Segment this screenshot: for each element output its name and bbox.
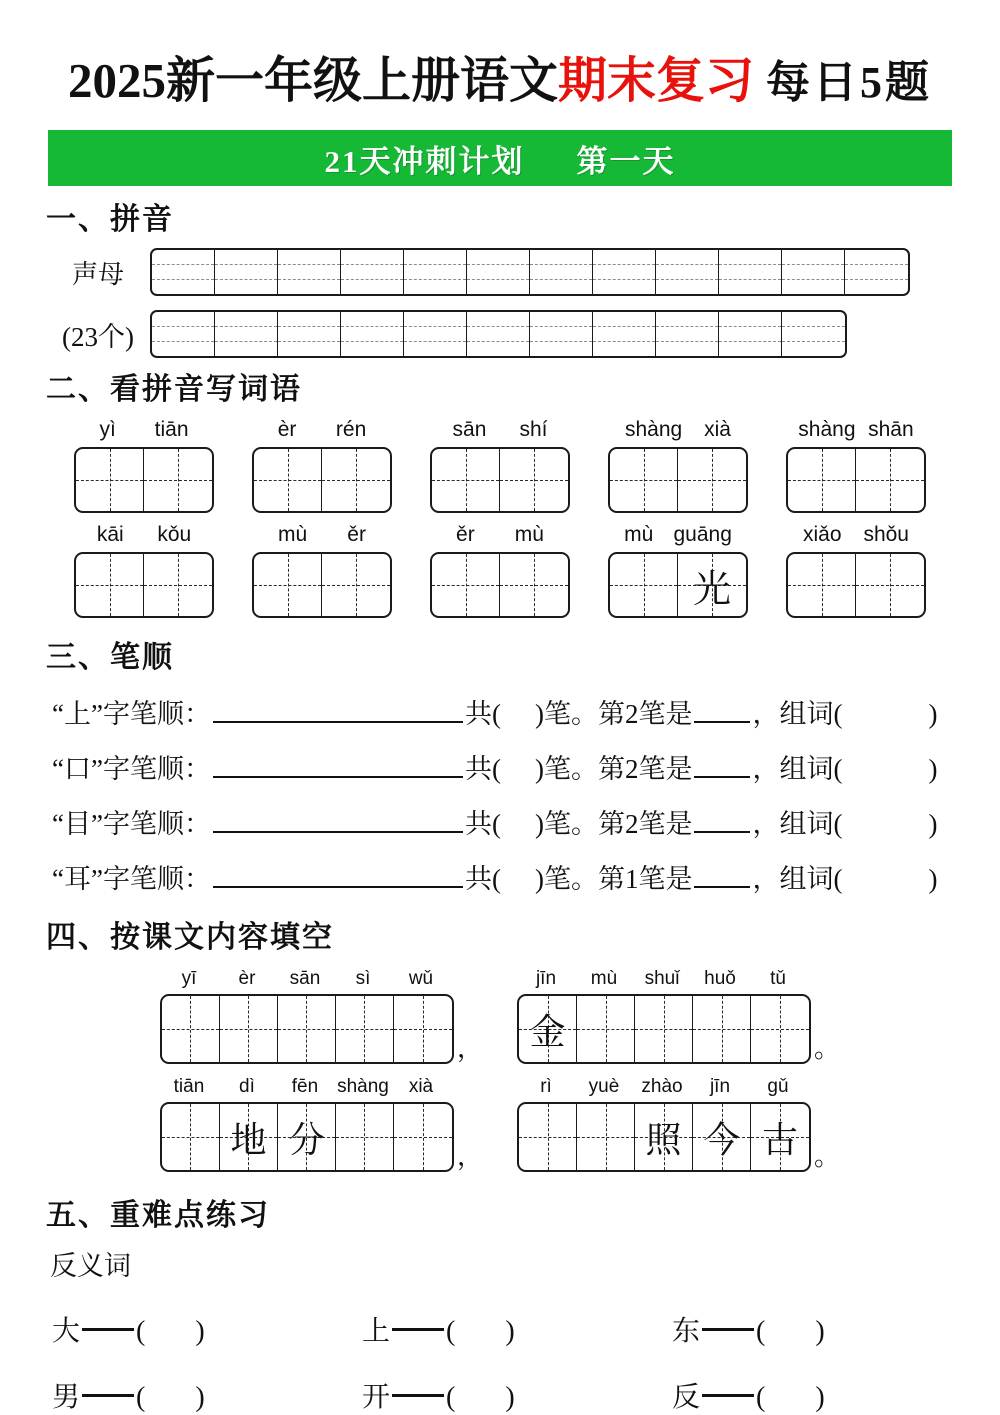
tianzige-cell[interactable] <box>751 996 809 1062</box>
pinyin-syllable: yī <box>181 968 197 989</box>
written-character: 光 <box>693 568 732 611</box>
pinyin-syllable: xiǎo <box>802 523 842 546</box>
tianzige-cell[interactable] <box>788 449 856 511</box>
pinyin-syllable: huǒ <box>704 968 736 989</box>
pinyin-syllable: tiān <box>173 1076 205 1097</box>
antonym-dash <box>82 1328 134 1331</box>
tianzige-cell[interactable] <box>144 554 212 616</box>
tianzige-cell[interactable] <box>788 554 856 616</box>
antonym-rows <box>0 1309 1000 1415</box>
written-character: 分 <box>288 1119 325 1160</box>
tianzige-cell[interactable] <box>577 996 635 1062</box>
tianzige-cell[interactable] <box>432 449 500 511</box>
total-strokes-label: 共( <box>464 754 501 784</box>
antonym-item <box>672 1309 982 1349</box>
sentence-row <box>0 1076 1000 1172</box>
nth-stroke-number: 2 <box>624 809 639 839</box>
pinyin-cell[interactable] <box>215 312 278 356</box>
total-strokes-label: 共( <box>464 864 501 894</box>
antonym-row <box>52 1309 1000 1349</box>
pinyin-syllable: shàng <box>337 1076 389 1097</box>
pinyin-syllable: ěr <box>456 523 475 546</box>
nth-stroke-blank[interactable] <box>694 817 750 833</box>
antonym-prompt-char: 东 <box>672 1316 701 1347</box>
stroke-label: 字笔顺： <box>102 864 211 894</box>
tianzige-cell[interactable] <box>678 554 746 616</box>
pinyin-cell[interactable] <box>593 312 656 356</box>
tianzige-cell[interactable] <box>635 1104 693 1170</box>
pinyin-syllable: guāng <box>673 523 732 546</box>
sentence-block <box>160 1076 483 1172</box>
nth-stroke-label: 笔是 <box>638 699 693 729</box>
tianzige-cell[interactable] <box>635 996 693 1062</box>
pinyin-syllable: jīn <box>709 1076 731 1097</box>
stroke-order-blank[interactable] <box>213 813 463 833</box>
tianzige-cell[interactable] <box>278 1104 336 1170</box>
pinyin-syllable: rén <box>335 418 367 441</box>
stroke-order-line <box>52 692 1000 731</box>
section5-heading: 五、重难点练习 <box>46 1199 270 1232</box>
pinyin-syllable: yì <box>99 418 116 441</box>
nth-stroke-number: 2 <box>624 754 639 784</box>
word-pinyin <box>608 418 748 442</box>
stroke-order-line <box>52 802 1000 841</box>
word-item <box>608 418 748 513</box>
section-key-practice <box>0 1190 1000 1415</box>
pinyin-cell[interactable] <box>467 312 530 356</box>
tianzige-cell[interactable] <box>751 1104 809 1170</box>
section-fill-from-text <box>0 912 1000 1172</box>
tianzige-cell[interactable] <box>336 996 394 1062</box>
written-character: 照 <box>645 1119 682 1160</box>
nth-stroke-prefix: )笔。第 <box>534 699 625 729</box>
tianzige-cell[interactable] <box>144 449 212 511</box>
tianzige-grid[interactable] <box>608 447 748 513</box>
punctuation-mark: 。 <box>814 1034 841 1063</box>
antonym-dash <box>392 1394 444 1397</box>
section-stroke-order <box>0 632 1000 896</box>
word-form-close: ) <box>928 754 938 784</box>
tianzige-cell[interactable] <box>278 996 336 1062</box>
tianzige-grid[interactable] <box>517 994 811 1064</box>
pinyin-cell[interactable] <box>530 250 593 294</box>
page-title <box>0 0 1000 112</box>
punctuation-mark: 。 <box>814 1142 841 1171</box>
tianzige-cell[interactable] <box>693 1104 751 1170</box>
stroke-order-blank[interactable] <box>213 868 463 888</box>
tianzige-cell[interactable] <box>577 1104 635 1170</box>
word-pinyin <box>786 418 926 442</box>
tianzige-grid[interactable] <box>786 552 926 618</box>
pinyin-row-2 <box>46 310 1000 358</box>
nth-stroke-number: 2 <box>624 699 639 729</box>
nth-stroke-blank[interactable] <box>694 872 750 888</box>
punctuation-mark: ， <box>456 1034 483 1063</box>
section4-heading: 四、按课文内容填空 <box>46 921 334 954</box>
section2-heading: 二、看拼音写词语 <box>46 373 302 406</box>
tianzige-cell[interactable] <box>500 554 568 616</box>
stroke-char: “上” <box>52 699 103 729</box>
nth-stroke-label: 笔是 <box>638 754 693 784</box>
plan-banner <box>48 130 952 186</box>
word-form-close: ) <box>928 809 938 839</box>
tianzige-cell[interactable] <box>76 554 144 616</box>
total-strokes-label: 共( <box>464 809 501 839</box>
sentence-pinyin <box>517 1076 840 1098</box>
antonym-close-paren: ) <box>815 1382 825 1413</box>
pinyin-syllable: shí <box>519 418 548 441</box>
pinyin-syllable: ěr <box>347 523 366 546</box>
tianzige-cell[interactable] <box>162 1104 220 1170</box>
tianzige-cell[interactable] <box>76 449 144 511</box>
sentence-grid-wrap <box>517 994 840 1064</box>
antonym-open-paren: ( <box>756 1382 766 1413</box>
word-form-label: ，组词( <box>752 864 843 894</box>
tianzige-cell[interactable] <box>394 996 452 1062</box>
pinyin-syllable: rì <box>540 1076 552 1097</box>
pinyin-syllable: shān <box>868 418 914 441</box>
word-item <box>608 523 748 618</box>
stroke-char: “口” <box>52 754 103 784</box>
pinyin-syllable: sān <box>452 418 487 441</box>
stroke-char: “耳” <box>52 864 103 894</box>
pinyin-row-1 <box>46 248 1000 296</box>
pinyin-cell[interactable] <box>152 312 215 356</box>
pinyin-syllable: mù <box>624 523 654 546</box>
word-item <box>74 523 214 618</box>
tianzige-cell[interactable] <box>432 554 500 616</box>
word-pinyin <box>252 523 392 547</box>
word-form-label: ，组词( <box>752 699 843 729</box>
tianzige-grid[interactable] <box>74 552 214 618</box>
antonym-item <box>362 1375 672 1415</box>
nth-stroke-label: 笔是 <box>638 864 693 894</box>
tianzige-grid[interactable] <box>252 552 392 618</box>
stroke-label: 字笔顺： <box>102 754 211 784</box>
total-strokes-label: 共( <box>464 699 501 729</box>
pinyin-cell[interactable] <box>341 312 404 356</box>
stroke-order-lines <box>0 692 1000 896</box>
tianzige-cell[interactable] <box>519 1104 577 1170</box>
antonym-prompt-char: 男 <box>52 1382 81 1413</box>
antonym-item <box>672 1375 982 1415</box>
pinyin-syllable: xià <box>408 1076 434 1097</box>
pinyin-syllable: mù <box>590 968 618 989</box>
punctuation-mark: ， <box>456 1142 483 1171</box>
pinyin-syllable: kāi <box>96 523 124 546</box>
pinyin-syllable: shuǐ <box>644 968 680 989</box>
tianzige-cell[interactable] <box>610 554 678 616</box>
pinyin-cell[interactable] <box>782 312 845 356</box>
pinyin-cell[interactable] <box>845 250 908 294</box>
pinyin-syllable: sān <box>289 968 321 989</box>
pinyin-cell[interactable] <box>215 250 278 294</box>
sentence-pinyin <box>160 968 483 990</box>
write-words-rows <box>0 418 1000 618</box>
antonym-open-paren: ( <box>446 1382 456 1413</box>
written-character: 古 <box>761 1119 798 1160</box>
tianzige-cell[interactable] <box>519 996 577 1062</box>
tianzige-grid[interactable] <box>786 447 926 513</box>
nth-stroke-label: 笔是 <box>638 809 693 839</box>
pinyin-syllable: shàng <box>798 418 856 441</box>
tianzige-cell[interactable] <box>220 1104 278 1170</box>
sentence-block <box>160 968 483 1064</box>
pinyin-four-line-grid-1[interactable] <box>150 248 910 296</box>
pinyin-syllable: jīn <box>535 968 557 989</box>
pinyin-syllable: zhào <box>641 1076 683 1097</box>
fill-text-rows <box>0 968 1000 1172</box>
tianzige-grid[interactable] <box>430 552 570 618</box>
pinyin-cell[interactable] <box>404 312 467 356</box>
title-text-red: 期末复习 <box>558 53 755 108</box>
pinyin-syllable: tiān <box>154 418 189 441</box>
tianzige-grid[interactable] <box>160 994 454 1064</box>
tianzige-grid[interactable] <box>252 447 392 513</box>
pinyin-syllable: xià <box>704 418 731 441</box>
pinyin-cell[interactable] <box>152 250 215 294</box>
tianzige-cell[interactable] <box>220 996 278 1062</box>
pinyin-cell[interactable] <box>719 312 782 356</box>
section3-heading: 三、笔顺 <box>46 641 174 674</box>
tianzige-cell[interactable] <box>856 554 924 616</box>
banner-day-label: 第一天 <box>576 143 676 179</box>
title-text-black-right: 每日5题 <box>766 58 933 107</box>
section1-heading: 一、拼音 <box>46 203 174 236</box>
word-form-close: ) <box>928 864 938 894</box>
stroke-label: 字笔顺： <box>102 809 211 839</box>
pinyin-syllable: mù <box>514 523 544 546</box>
nth-stroke-blank[interactable] <box>694 762 750 778</box>
stroke-order-blank[interactable] <box>213 758 463 778</box>
pinyin-syllable: mù <box>278 523 308 546</box>
written-character: 今 <box>703 1119 740 1160</box>
tianzige-cell[interactable] <box>254 554 322 616</box>
tianzige-grid[interactable] <box>430 447 570 513</box>
pinyin-syllable: dì <box>239 1076 255 1097</box>
word-item <box>252 418 392 513</box>
pinyin-syllable: sì <box>355 968 371 989</box>
tianzige-cell[interactable] <box>322 554 390 616</box>
word-item <box>430 418 570 513</box>
tianzige-cell[interactable] <box>610 449 678 511</box>
pinyin-syllable: èr <box>277 418 297 441</box>
pinyin-syllable: èr <box>238 968 256 989</box>
word-form-label: ，组词( <box>752 809 843 839</box>
tianzige-cell[interactable] <box>500 449 568 511</box>
word-item <box>252 523 392 618</box>
stroke-order-line <box>52 857 1000 896</box>
nth-stroke-number: 1 <box>624 864 639 894</box>
nth-stroke-blank[interactable] <box>694 707 750 723</box>
antonym-prompt-char: 开 <box>362 1382 391 1413</box>
pinyin-cell[interactable] <box>467 250 530 294</box>
antonym-open-paren: ( <box>136 1316 146 1347</box>
word-pinyin <box>74 523 214 547</box>
word-item <box>786 418 926 513</box>
pinyin-syllable: yuè <box>588 1076 620 1097</box>
word-pinyin <box>430 523 570 547</box>
sentence-pinyin <box>517 968 840 990</box>
sentence-row <box>0 968 1000 1064</box>
word-item <box>786 523 926 618</box>
tianzige-grid[interactable] <box>74 447 214 513</box>
word-pinyin <box>74 418 214 442</box>
antonym-prompt-char: 反 <box>672 1382 701 1413</box>
written-character: 金 <box>529 1011 566 1052</box>
word-pinyin <box>608 523 748 547</box>
sentence-block <box>517 968 840 1064</box>
nth-stroke-prefix: )笔。第 <box>534 864 625 894</box>
pinyin-syllable: gǔ <box>767 1076 789 1097</box>
antonym-dash <box>702 1394 754 1397</box>
word-row <box>0 523 1000 618</box>
word-pinyin <box>786 523 926 547</box>
pinyin-syllable: wǔ <box>408 968 434 989</box>
pinyin-cell[interactable] <box>404 250 467 294</box>
word-item <box>74 418 214 513</box>
pinyin-syllable: fēn <box>291 1076 319 1097</box>
title-text-black-left: 2025新一年级上册语文 <box>67 53 558 108</box>
antonym-close-paren: ) <box>505 1382 515 1413</box>
tianzige-grid[interactable] <box>517 1102 811 1172</box>
section-pinyin <box>0 194 1000 358</box>
sentence-grid-wrap <box>160 994 483 1064</box>
antonym-close-paren: ) <box>195 1382 205 1413</box>
word-pinyin <box>430 418 570 442</box>
stroke-order-blank[interactable] <box>213 703 463 723</box>
pinyin-cell[interactable] <box>278 250 341 294</box>
antonym-open-paren: ( <box>136 1382 146 1413</box>
pinyin-label-count: (23个) <box>62 321 134 352</box>
tianzige-cell[interactable] <box>162 996 220 1062</box>
tianzige-grid[interactable] <box>160 1102 454 1172</box>
antonym-dash <box>702 1328 754 1331</box>
section-write-words <box>0 364 1000 618</box>
pinyin-cell[interactable] <box>719 250 782 294</box>
pinyin-cell[interactable] <box>782 250 845 294</box>
pinyin-syllable: kǒu <box>157 523 192 546</box>
tianzige-cell[interactable] <box>336 1104 394 1170</box>
tianzige-cell[interactable] <box>394 1104 452 1170</box>
stroke-char: “目” <box>52 809 103 839</box>
pinyin-four-line-grid-2[interactable] <box>150 310 847 358</box>
antonym-close-paren: ) <box>195 1316 205 1347</box>
pinyin-label-shengmu: 声母 <box>71 259 124 289</box>
antonym-close-paren: ) <box>505 1316 515 1347</box>
pinyin-syllable: shǒu <box>863 523 909 546</box>
word-pinyin <box>252 418 392 442</box>
pinyin-cell[interactable] <box>593 250 656 294</box>
word-row <box>0 418 1000 513</box>
antonym-subheading: 反义词 <box>50 1251 131 1281</box>
antonym-prompt-char: 上 <box>362 1316 391 1347</box>
word-form-label: ，组词( <box>752 754 843 784</box>
antonym-dash <box>392 1328 444 1331</box>
pinyin-cell[interactable] <box>656 250 719 294</box>
antonym-dash <box>82 1394 134 1397</box>
nth-stroke-prefix: )笔。第 <box>534 754 625 784</box>
antonym-row <box>52 1375 1000 1415</box>
antonym-close-paren: ) <box>815 1316 825 1347</box>
antonym-item <box>52 1309 362 1349</box>
tianzige-grid[interactable] <box>608 552 748 618</box>
word-item <box>430 523 570 618</box>
pinyin-cell[interactable] <box>656 312 719 356</box>
pinyin-syllable: tǔ <box>770 968 786 989</box>
pinyin-cell[interactable] <box>341 250 404 294</box>
sentence-block <box>517 1076 840 1172</box>
antonym-open-paren: ( <box>446 1316 456 1347</box>
written-character: 地 <box>230 1119 267 1160</box>
banner-plan-label: 21天冲刺计划 <box>324 143 525 179</box>
pinyin-syllable: shàng <box>624 418 683 441</box>
word-form-close: ) <box>928 699 938 729</box>
antonym-prompt-char: 大 <box>52 1316 81 1347</box>
antonym-item <box>52 1375 362 1415</box>
sentence-grid-wrap <box>517 1102 840 1172</box>
tianzige-cell[interactable] <box>678 449 746 511</box>
tianzige-cell[interactable] <box>254 449 322 511</box>
pinyin-cell[interactable] <box>530 312 593 356</box>
nth-stroke-prefix: )笔。第 <box>534 809 625 839</box>
pinyin-cell[interactable] <box>278 312 341 356</box>
antonym-open-paren: ( <box>756 1316 766 1347</box>
tianzige-cell[interactable] <box>693 996 751 1062</box>
antonym-item <box>362 1309 672 1349</box>
sentence-grid-wrap <box>160 1102 483 1172</box>
sentence-pinyin <box>160 1076 483 1098</box>
stroke-order-line <box>52 747 1000 786</box>
tianzige-cell[interactable] <box>856 449 924 511</box>
stroke-label: 字笔顺： <box>102 699 211 729</box>
tianzige-cell[interactable] <box>322 449 390 511</box>
